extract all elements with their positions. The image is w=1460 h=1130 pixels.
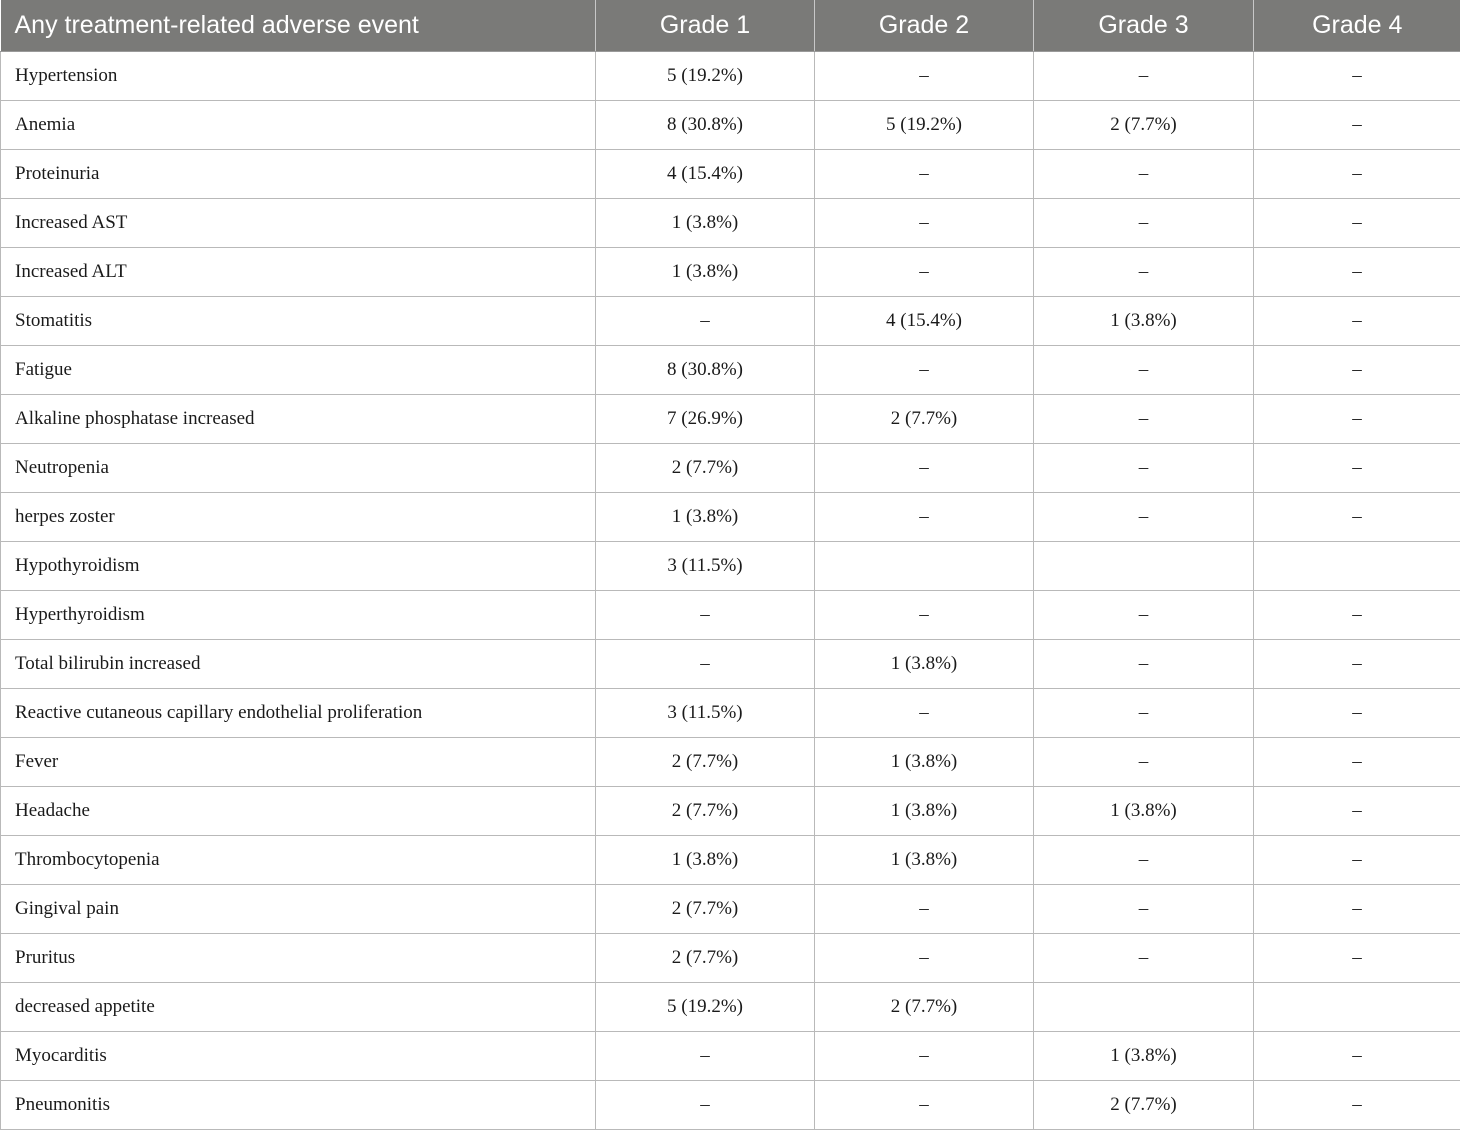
cell-grade-4: – <box>1254 248 1460 297</box>
cell-grade-4: – <box>1254 591 1460 640</box>
cell-adverse-event: Anemia <box>1 101 596 150</box>
cell-grade-3: – <box>1034 248 1254 297</box>
cell-grade-2: 1 (3.8%) <box>815 640 1034 689</box>
cell-grade-2: – <box>815 689 1034 738</box>
table-row <box>1 738 1460 787</box>
cell-grade-4: – <box>1254 199 1460 248</box>
cell-grade-4 <box>1254 983 1460 1032</box>
table-row <box>1 591 1460 640</box>
cell-grade-1: 8 (30.8%) <box>596 101 815 150</box>
cell-grade-4: – <box>1254 1081 1460 1130</box>
table-row <box>1 199 1460 248</box>
cell-grade-2: 2 (7.7%) <box>815 983 1034 1032</box>
cell-grade-3: – <box>1034 934 1254 983</box>
cell-adverse-event: Total bilirubin increased <box>1 640 596 689</box>
table-row <box>1 836 1460 885</box>
cell-adverse-event: Increased ALT <box>1 248 596 297</box>
cell-grade-1: 2 (7.7%) <box>596 934 815 983</box>
cell-grade-4: – <box>1254 1032 1460 1081</box>
table-row <box>1 52 1460 101</box>
cell-adverse-event: Increased AST <box>1 199 596 248</box>
cell-grade-2: – <box>815 493 1034 542</box>
cell-grade-3: – <box>1034 591 1254 640</box>
table-row <box>1 248 1460 297</box>
cell-grade-2: 1 (3.8%) <box>815 787 1034 836</box>
cell-adverse-event: Pruritus <box>1 934 596 983</box>
cell-grade-1: – <box>596 297 815 346</box>
cell-grade-2: – <box>815 591 1034 640</box>
cell-grade-3: 1 (3.8%) <box>1034 297 1254 346</box>
cell-grade-3: 1 (3.8%) <box>1034 787 1254 836</box>
cell-grade-3 <box>1034 542 1254 591</box>
cell-grade-1: 8 (30.8%) <box>596 346 815 395</box>
header-grade-1: Grade 1 <box>596 0 815 52</box>
cell-grade-1: – <box>596 591 815 640</box>
cell-adverse-event: Neutropenia <box>1 444 596 493</box>
cell-grade-2: – <box>815 885 1034 934</box>
cell-adverse-event: Stomatitis <box>1 297 596 346</box>
table-body <box>1 52 1460 1130</box>
cell-grade-1: 1 (3.8%) <box>596 248 815 297</box>
cell-grade-2: – <box>815 934 1034 983</box>
cell-grade-2: – <box>815 1032 1034 1081</box>
cell-adverse-event: Pneumonitis <box>1 1081 596 1130</box>
cell-grade-1: – <box>596 1081 815 1130</box>
cell-grade-4: – <box>1254 395 1460 444</box>
cell-grade-4: – <box>1254 689 1460 738</box>
cell-adverse-event: Fever <box>1 738 596 787</box>
cell-grade-3: 2 (7.7%) <box>1034 101 1254 150</box>
cell-grade-3: – <box>1034 493 1254 542</box>
cell-adverse-event: Hyperthyroidism <box>1 591 596 640</box>
cell-grade-1: 1 (3.8%) <box>596 493 815 542</box>
cell-grade-1: 2 (7.7%) <box>596 444 815 493</box>
cell-grade-3: – <box>1034 444 1254 493</box>
table-row <box>1 150 1460 199</box>
cell-grade-2: 5 (19.2%) <box>815 101 1034 150</box>
cell-grade-1: 5 (19.2%) <box>596 983 815 1032</box>
cell-adverse-event: Fatigue <box>1 346 596 395</box>
table-row <box>1 640 1460 689</box>
table-row <box>1 444 1460 493</box>
cell-grade-4: – <box>1254 836 1460 885</box>
table-header <box>1 0 1460 52</box>
table-row <box>1 493 1460 542</box>
cell-grade-2: – <box>815 150 1034 199</box>
cell-adverse-event: Gingival pain <box>1 885 596 934</box>
cell-adverse-event: Alkaline phosphatase increased <box>1 395 596 444</box>
cell-grade-4: – <box>1254 444 1460 493</box>
cell-adverse-event: Myocarditis <box>1 1032 596 1081</box>
table-row <box>1 689 1460 738</box>
cell-grade-2: – <box>815 248 1034 297</box>
cell-grade-2: – <box>815 199 1034 248</box>
table-row <box>1 1081 1460 1130</box>
cell-grade-4: – <box>1254 493 1460 542</box>
cell-grade-3: – <box>1034 640 1254 689</box>
cell-grade-2 <box>815 542 1034 591</box>
cell-grade-3: 2 (7.7%) <box>1034 1081 1254 1130</box>
cell-adverse-event: Reactive cutaneous capillary endothelial proliferation <box>1 689 596 738</box>
cell-grade-3: – <box>1034 395 1254 444</box>
cell-grade-1: 4 (15.4%) <box>596 150 815 199</box>
cell-grade-2: – <box>815 1081 1034 1130</box>
table-row <box>1 542 1460 591</box>
cell-grade-1: 3 (11.5%) <box>596 542 815 591</box>
cell-grade-1: 7 (26.9%) <box>596 395 815 444</box>
cell-grade-1: 3 (11.5%) <box>596 689 815 738</box>
cell-grade-3: – <box>1034 738 1254 787</box>
cell-adverse-event: Hypertension <box>1 52 596 101</box>
table-row <box>1 885 1460 934</box>
table-row <box>1 934 1460 983</box>
cell-grade-2: – <box>815 52 1034 101</box>
cell-adverse-event: Headache <box>1 787 596 836</box>
cell-grade-1: 2 (7.7%) <box>596 738 815 787</box>
cell-grade-2: – <box>815 346 1034 395</box>
cell-grade-2: 1 (3.8%) <box>815 836 1034 885</box>
cell-grade-2: 4 (15.4%) <box>815 297 1034 346</box>
cell-grade-1: 2 (7.7%) <box>596 885 815 934</box>
cell-grade-3: – <box>1034 52 1254 101</box>
cell-grade-1: – <box>596 640 815 689</box>
cell-grade-4: – <box>1254 297 1460 346</box>
cell-grade-4: – <box>1254 787 1460 836</box>
table-row <box>1 346 1460 395</box>
cell-grade-1: 2 (7.7%) <box>596 787 815 836</box>
cell-grade-1: 1 (3.8%) <box>596 836 815 885</box>
cell-grade-4: – <box>1254 738 1460 787</box>
cell-grade-3 <box>1034 983 1254 1032</box>
cell-grade-2: 1 (3.8%) <box>815 738 1034 787</box>
cell-grade-4: – <box>1254 885 1460 934</box>
cell-grade-1: 5 (19.2%) <box>596 52 815 101</box>
cell-grade-4: – <box>1254 640 1460 689</box>
cell-grade-3: – <box>1034 885 1254 934</box>
header-grade-2: Grade 2 <box>815 0 1034 52</box>
cell-adverse-event: Thrombocytopenia <box>1 836 596 885</box>
cell-grade-1: 1 (3.8%) <box>596 199 815 248</box>
table-row <box>1 1032 1460 1081</box>
header-adverse-event: Any treatment-related adverse event <box>1 0 596 52</box>
cell-adverse-event: Hypothyroidism <box>1 542 596 591</box>
table-row <box>1 983 1460 1032</box>
cell-grade-4: – <box>1254 150 1460 199</box>
cell-grade-4: – <box>1254 52 1460 101</box>
table-row <box>1 787 1460 836</box>
cell-grade-3: – <box>1034 199 1254 248</box>
cell-grade-4: – <box>1254 101 1460 150</box>
cell-grade-2: 2 (7.7%) <box>815 395 1034 444</box>
cell-grade-3: 1 (3.8%) <box>1034 1032 1254 1081</box>
cell-adverse-event: decreased appetite <box>1 983 596 1032</box>
cell-adverse-event: Proteinuria <box>1 150 596 199</box>
cell-grade-4 <box>1254 542 1460 591</box>
cell-grade-4: – <box>1254 346 1460 395</box>
cell-grade-3: – <box>1034 689 1254 738</box>
cell-grade-3: – <box>1034 836 1254 885</box>
header-row <box>1 0 1460 52</box>
table-row <box>1 395 1460 444</box>
header-grade-3: Grade 3 <box>1034 0 1254 52</box>
cell-grade-1: – <box>596 1032 815 1081</box>
cell-grade-3: – <box>1034 150 1254 199</box>
cell-grade-2: – <box>815 444 1034 493</box>
cell-grade-3: – <box>1034 346 1254 395</box>
cell-adverse-event: herpes zoster <box>1 493 596 542</box>
cell-grade-4: – <box>1254 934 1460 983</box>
table-row <box>1 101 1460 150</box>
table-row <box>1 297 1460 346</box>
header-grade-4: Grade 4 <box>1254 0 1460 52</box>
